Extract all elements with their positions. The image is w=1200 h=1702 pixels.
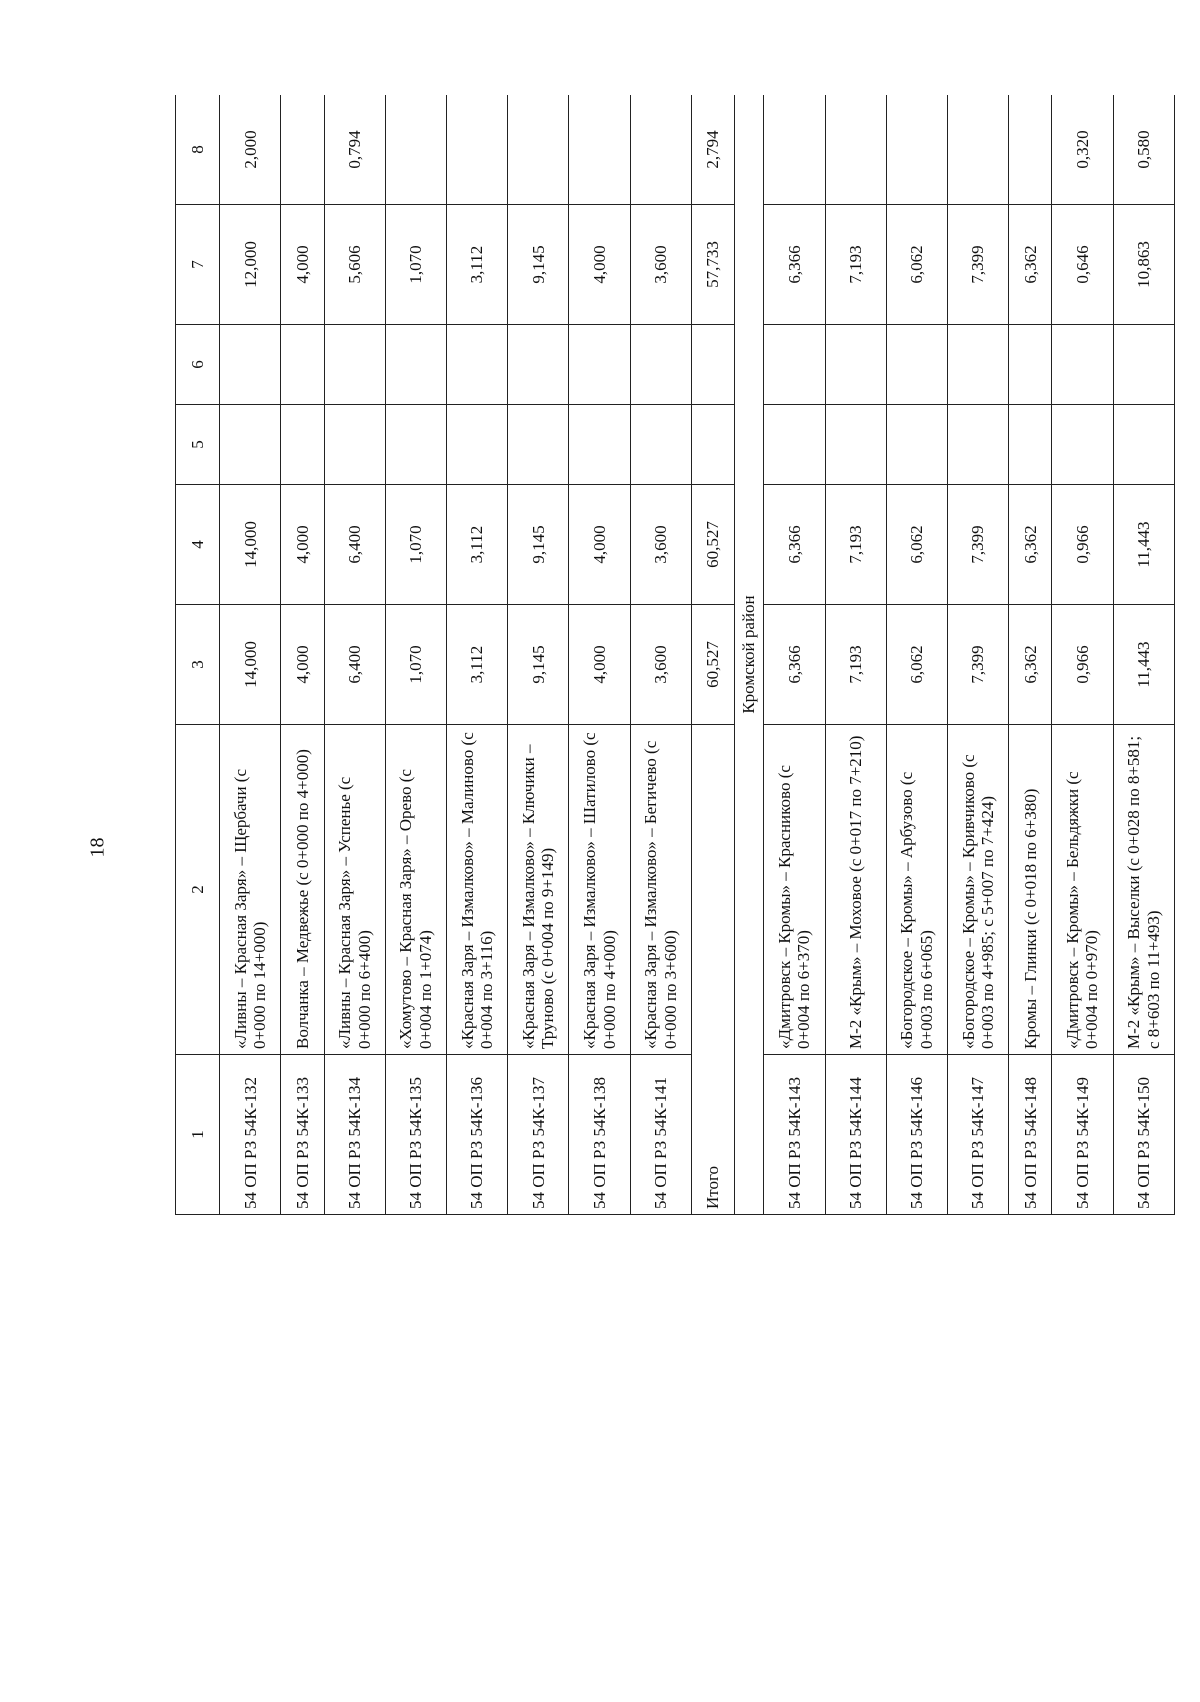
cell-c6 bbox=[281, 325, 324, 405]
table-row bbox=[281, 95, 324, 1215]
cell-c3: 14,000 bbox=[220, 605, 281, 725]
cell-c6 bbox=[220, 325, 281, 405]
cell-c7: 5,606 bbox=[324, 205, 385, 325]
cell-c7: 10,863 bbox=[1113, 205, 1174, 325]
cell-c5 bbox=[764, 405, 825, 485]
cell-c5 bbox=[630, 405, 691, 485]
cell-c5 bbox=[569, 405, 630, 485]
roads-table bbox=[175, 95, 1175, 1215]
cell-name: «Ливны – Красная Заря» – Щербачи (с 0+000 по 14+000) bbox=[220, 725, 281, 1055]
cell-c5 bbox=[825, 405, 886, 485]
cell-code: 54 ОП РЗ 54К-141 bbox=[630, 1055, 691, 1215]
cell-code: 54 ОП РЗ 54К-137 bbox=[508, 1055, 569, 1215]
total-label: Итого bbox=[691, 725, 734, 1215]
cell-c4: 4,000 bbox=[281, 485, 324, 605]
cell-c3: 6,366 bbox=[764, 605, 825, 725]
header-cell-4: 4 bbox=[176, 485, 220, 605]
cell-c6 bbox=[1009, 325, 1052, 405]
cell-c6 bbox=[764, 325, 825, 405]
cell-name: Кромы – Глинки (с 0+018 по 6+380) bbox=[1009, 725, 1052, 1055]
header-cell-6: 6 bbox=[176, 325, 220, 405]
cell-c4: 14,000 bbox=[220, 485, 281, 605]
header-cell-8: 8 bbox=[176, 95, 220, 205]
cell-code: 54 ОП РЗ 54К-132 bbox=[220, 1055, 281, 1215]
cell-c3: 9,145 bbox=[508, 605, 569, 725]
cell-c6 bbox=[948, 325, 1009, 405]
cell-name: «Красная Заря – Измалково» – Шатилово (с 0+000 по 4+000) bbox=[569, 725, 630, 1055]
cell-code: 54 ОП РЗ 54К-144 bbox=[825, 1055, 886, 1215]
cell-c4: 7,399 bbox=[948, 485, 1009, 605]
cell-c4: 1,070 bbox=[385, 485, 446, 605]
cell-code: 54 ОП РЗ 54К-147 bbox=[948, 1055, 1009, 1215]
table-row bbox=[324, 95, 385, 1215]
header-cell-7: 7 bbox=[176, 205, 220, 325]
cell-c4: 6,366 bbox=[764, 485, 825, 605]
cell-c3: 4,000 bbox=[569, 605, 630, 725]
cell-c3: 3,600 bbox=[630, 605, 691, 725]
cell-c5 bbox=[324, 405, 385, 485]
cell-code: 54 ОП РЗ 54К-135 bbox=[385, 1055, 446, 1215]
cell-c7: 7,193 bbox=[825, 205, 886, 325]
header-cell-5: 5 bbox=[176, 405, 220, 485]
cell-c6 bbox=[825, 325, 886, 405]
cell-c8 bbox=[630, 95, 691, 205]
table-row bbox=[630, 95, 691, 1215]
cell-c8 bbox=[281, 95, 324, 205]
cell-name: «Красная Заря – Измалково» – Бегичево (с 0+000 по 3+600) bbox=[630, 725, 691, 1055]
cell-c7: 3,600 bbox=[630, 205, 691, 325]
cell-c4: 11,443 bbox=[1113, 485, 1174, 605]
page-number: 18 bbox=[86, 837, 109, 858]
cell-c5 bbox=[1009, 405, 1052, 485]
table-row bbox=[764, 95, 825, 1215]
cell-c8: 0,320 bbox=[1052, 95, 1113, 205]
cell-c6 bbox=[446, 325, 507, 405]
table-row bbox=[948, 95, 1009, 1215]
header-cell-2: 2 bbox=[176, 725, 220, 1055]
cell-c7: 3,112 bbox=[446, 205, 507, 325]
cell-name: «Дмитровск – Кромы» – Красниково (с 0+004 по 6+370) bbox=[764, 725, 825, 1055]
cell-c8 bbox=[886, 95, 947, 205]
cell-c7: 6,362 bbox=[1009, 205, 1052, 325]
cell-c8 bbox=[764, 95, 825, 205]
table-row bbox=[886, 95, 947, 1215]
cell-c3: 6,062 bbox=[886, 605, 947, 725]
cell-c8 bbox=[1009, 95, 1052, 205]
cell-c3: 6,362 bbox=[1009, 605, 1052, 725]
cell-name: М-2 «Крым» – Выселки (с 0+028 по 8+581; с 8+603 по 11+493) bbox=[1113, 725, 1174, 1055]
cell-c3: 3,112 bbox=[446, 605, 507, 725]
cell-c8: 0,794 bbox=[324, 95, 385, 205]
cell-c6 bbox=[1052, 325, 1113, 405]
cell-c5 bbox=[508, 405, 569, 485]
total-c4: 60,527 bbox=[691, 485, 734, 605]
total-row bbox=[691, 95, 734, 1215]
cell-c3: 4,000 bbox=[281, 605, 324, 725]
cell-c4: 4,000 bbox=[569, 485, 630, 605]
cell-c7: 1,070 bbox=[385, 205, 446, 325]
cell-c8 bbox=[508, 95, 569, 205]
cell-c6 bbox=[630, 325, 691, 405]
cell-code: 54 ОП РЗ 54К-134 bbox=[324, 1055, 385, 1215]
table-row bbox=[1009, 95, 1052, 1215]
cell-name: «Богородское – Кромы» – Кривчиково (с 0+003 по 4+985; с 5+007 по 7+424) bbox=[948, 725, 1009, 1055]
cell-c3: 1,070 bbox=[385, 605, 446, 725]
table-viewport bbox=[175, 95, 1175, 1215]
cell-c4: 6,400 bbox=[324, 485, 385, 605]
cell-name: Волчанка – Медвежье (с 0+000 по 4+000) bbox=[281, 725, 324, 1055]
cell-name: «Красная Заря – Измалково» – Малиново (с 0+004 по 3+116) bbox=[446, 725, 507, 1055]
cell-c6 bbox=[324, 325, 385, 405]
cell-name: «Дмитровск – Кромы» – Бельдяжки (с 0+004 по 0+970) bbox=[1052, 725, 1113, 1055]
cell-c4: 7,193 bbox=[825, 485, 886, 605]
cell-c6 bbox=[886, 325, 947, 405]
total-c3: 60,527 bbox=[691, 605, 734, 725]
cell-code: 54 ОП РЗ 54К-146 bbox=[886, 1055, 947, 1215]
cell-name: «Хомутово – Красная Заря» – Орево (с 0+004 по 1+074) bbox=[385, 725, 446, 1055]
cell-c5 bbox=[220, 405, 281, 485]
cell-c8 bbox=[569, 95, 630, 205]
cell-c4: 6,362 bbox=[1009, 485, 1052, 605]
cell-c7: 12,000 bbox=[220, 205, 281, 325]
cell-c6 bbox=[1113, 325, 1174, 405]
cell-c8: 2,000 bbox=[220, 95, 281, 205]
table-row bbox=[508, 95, 569, 1215]
cell-name: «Ливны – Красная Заря» – Успенье (с 0+000 по 6+400) bbox=[324, 725, 385, 1055]
cell-code: 54 ОП РЗ 54К-133 bbox=[281, 1055, 324, 1215]
cell-c5 bbox=[281, 405, 324, 485]
cell-c7: 7,399 bbox=[948, 205, 1009, 325]
table-row bbox=[385, 95, 446, 1215]
cell-c3: 7,193 bbox=[825, 605, 886, 725]
cell-c8 bbox=[825, 95, 886, 205]
cell-c8 bbox=[446, 95, 507, 205]
cell-c3: 11,443 bbox=[1113, 605, 1174, 725]
cell-name: «Красная Заря – Измалково» – Ключики – Труново (с 0+004 по 9+149) bbox=[508, 725, 569, 1055]
cell-code: 54 ОП РЗ 54К-148 bbox=[1009, 1055, 1052, 1215]
total-c7: 57,733 bbox=[691, 205, 734, 325]
header-cell-1: 1 bbox=[176, 1055, 220, 1215]
cell-c7: 4,000 bbox=[569, 205, 630, 325]
cell-c5 bbox=[948, 405, 1009, 485]
cell-code: 54 ОП РЗ 54К-136 bbox=[446, 1055, 507, 1215]
section-row bbox=[734, 95, 763, 1215]
total-c8: 2,794 bbox=[691, 95, 734, 205]
section-title: Кромской район bbox=[734, 95, 763, 1215]
cell-c3: 7,399 bbox=[948, 605, 1009, 725]
cell-c7: 6,366 bbox=[764, 205, 825, 325]
cell-c8 bbox=[948, 95, 1009, 205]
table-row bbox=[825, 95, 886, 1215]
table-row bbox=[220, 95, 281, 1215]
cell-name: М-2 «Крым» – Моховое (с 0+017 по 7+210) bbox=[825, 725, 886, 1055]
table-row bbox=[569, 95, 630, 1215]
cell-c4: 6,062 bbox=[886, 485, 947, 605]
rotated-table-container bbox=[175, 95, 1175, 1215]
table-row bbox=[1052, 95, 1113, 1215]
cell-name: «Богородское – Кромы» – Арбузово (с 0+003 по 6+065) bbox=[886, 725, 947, 1055]
cell-c6 bbox=[508, 325, 569, 405]
cell-c5 bbox=[1052, 405, 1113, 485]
header-cell-3: 3 bbox=[176, 605, 220, 725]
cell-c4: 0,966 bbox=[1052, 485, 1113, 605]
cell-c6 bbox=[569, 325, 630, 405]
cell-c4: 9,145 bbox=[508, 485, 569, 605]
table-row bbox=[1113, 95, 1174, 1215]
cell-c5 bbox=[1113, 405, 1174, 485]
table-row bbox=[446, 95, 507, 1215]
cell-c7: 6,062 bbox=[886, 205, 947, 325]
cell-c6 bbox=[385, 325, 446, 405]
cell-c7: 9,145 bbox=[508, 205, 569, 325]
cell-c3: 0,966 bbox=[1052, 605, 1113, 725]
cell-c8 bbox=[385, 95, 446, 205]
cell-code: 54 ОП РЗ 54К-143 bbox=[764, 1055, 825, 1215]
cell-c5 bbox=[886, 405, 947, 485]
cell-c3: 6,400 bbox=[324, 605, 385, 725]
cell-code: 54 ОП РЗ 54К-138 bbox=[569, 1055, 630, 1215]
cell-code: 54 ОП РЗ 54К-150 bbox=[1113, 1055, 1174, 1215]
cell-c5 bbox=[446, 405, 507, 485]
total-c6 bbox=[691, 325, 734, 405]
total-c5 bbox=[691, 405, 734, 485]
header-row bbox=[176, 95, 220, 1215]
cell-c8: 0,580 bbox=[1113, 95, 1174, 205]
cell-c5 bbox=[385, 405, 446, 485]
cell-c4: 3,600 bbox=[630, 485, 691, 605]
cell-c7: 0,646 bbox=[1052, 205, 1113, 325]
cell-c7: 4,000 bbox=[281, 205, 324, 325]
cell-c4: 3,112 bbox=[446, 485, 507, 605]
cell-code: 54 ОП РЗ 54К-149 bbox=[1052, 1055, 1113, 1215]
